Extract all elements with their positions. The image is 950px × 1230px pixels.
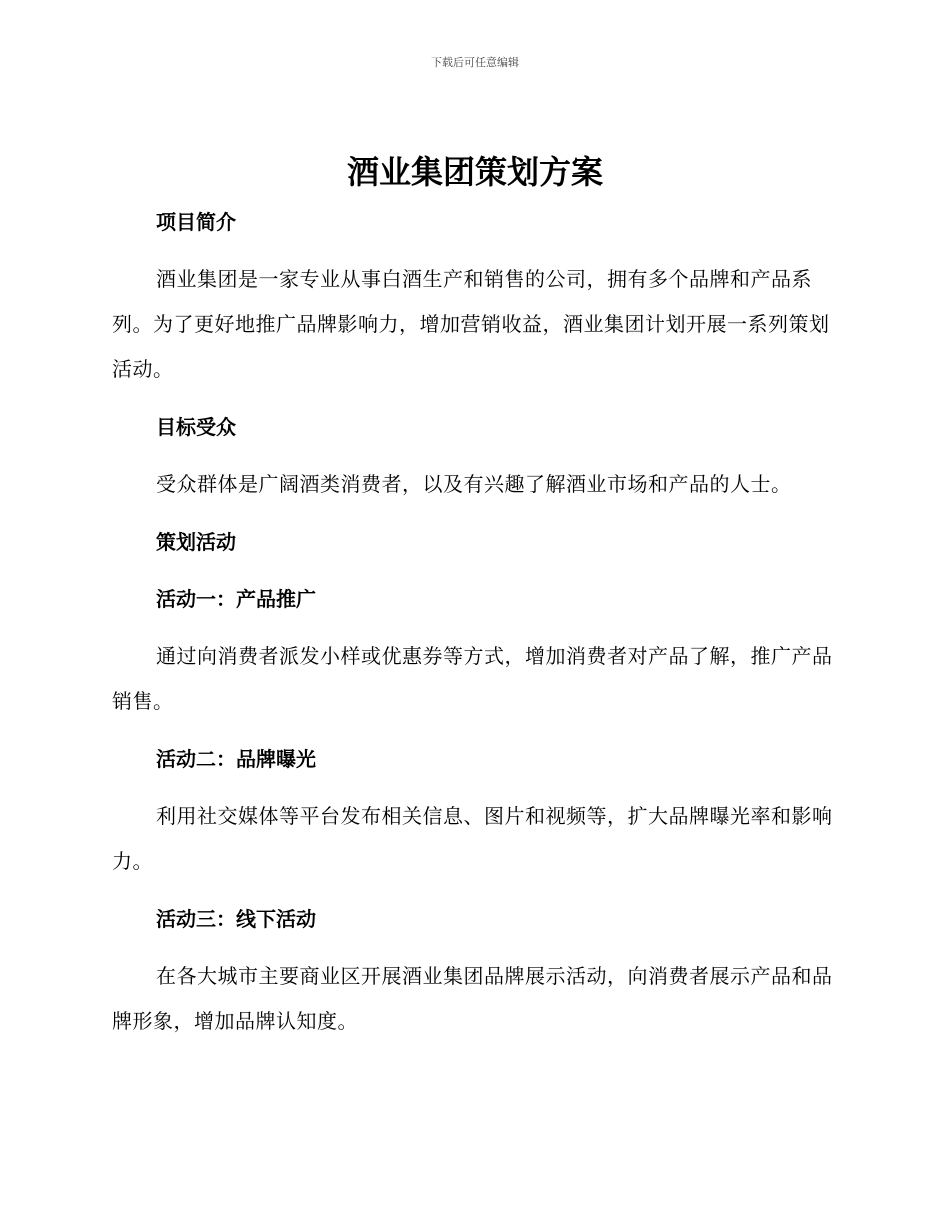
activity-heading-2: 活动二：品牌曝光 [156, 747, 316, 771]
activity-heading-3: 活动三：线下活动 [156, 907, 316, 931]
document-title: 酒业集团策划方案 [346, 153, 603, 191]
section-text-intro: 酒业集团是一家专业从事白酒生产和销售的公司，拥有多个品牌和产品系列。为了更好地推广品牌影响力，增加营销收益，酒业集团计划开展一系列策划活动。 [112, 267, 830, 381]
activity-text-3: 在各大城市主要商业区开展酒业集团品牌展示活动，向消费者展示产品和品牌形象，增加品牌认知度。 [112, 964, 833, 1033]
activity-heading-1: 活动一：产品推广 [156, 587, 316, 611]
activity-text-2: 利用社交媒体等平台发布相关信息、图片和视频等，扩大品牌曝光率和影响力。 [112, 804, 833, 873]
section-heading-intro: 项目简介 [156, 210, 236, 234]
activity-text-1: 通过向消费者派发小样或优惠券等方式，增加消费者对产品了解，推广产品销售。 [112, 644, 833, 713]
section-heading-audience: 目标受众 [156, 415, 236, 439]
header-note: 下载后可任意编辑 [431, 56, 519, 69]
section-heading-activities: 策划活动 [156, 530, 236, 554]
document-body [112, 200, 834, 1057]
section-text-audience: 受众群体是广阔酒类消费者，以及有兴趣了解酒业市场和产品的人士。 [156, 472, 792, 496]
